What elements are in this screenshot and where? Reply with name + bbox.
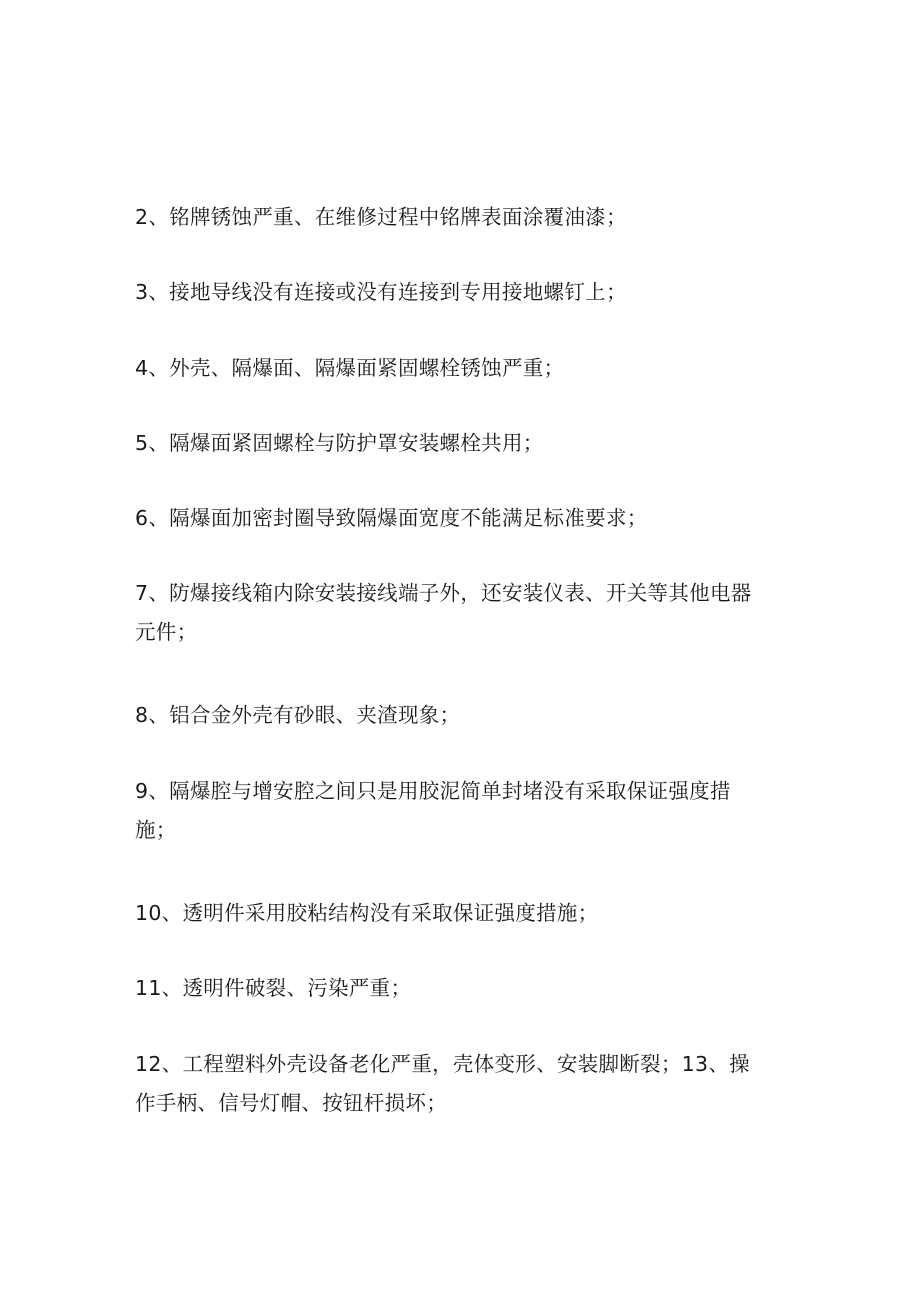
list-item: 9、隔爆腔与增安腔之间只是用胶泥简单封堵没有采取保证强度措 施；	[135, 779, 731, 842]
list-item: 12、工程塑料外壳设备老化严重，壳体变形、安装脚断裂；13、操 作手柄、信号灯帽、按钮杆损坏；	[135, 1052, 750, 1115]
list-item: 4、外壳、隔爆面、隔爆面紧固螺栓锈蚀严重；	[135, 356, 565, 380]
list-item: 8、铝合金外壳有砂眼、夹渣现象；	[135, 703, 461, 727]
list-item: 11、透明件破裂、污染严重；	[135, 976, 412, 1000]
list-item: 2、铭牌锈蚀严重、在维修过程中铭牌表面涂覆油漆；	[135, 205, 627, 229]
list-item: 7、防爆接线箱内除安装接线端子外，还安装仪表、开关等其他电器 元件；	[135, 581, 752, 644]
list-item: 10、透明件采用胶粘结构没有采取保证强度措施；	[135, 901, 599, 925]
list-item: 3、接地导线没有连接或没有连接到专用接地螺钉上；	[135, 280, 627, 304]
list-item: 6、隔爆面加密封圈导致隔爆面宽度不能满足标准要求；	[135, 506, 648, 530]
list-item: 5、隔爆面紧固螺栓与防护罩安装螺栓共用；	[135, 431, 544, 455]
